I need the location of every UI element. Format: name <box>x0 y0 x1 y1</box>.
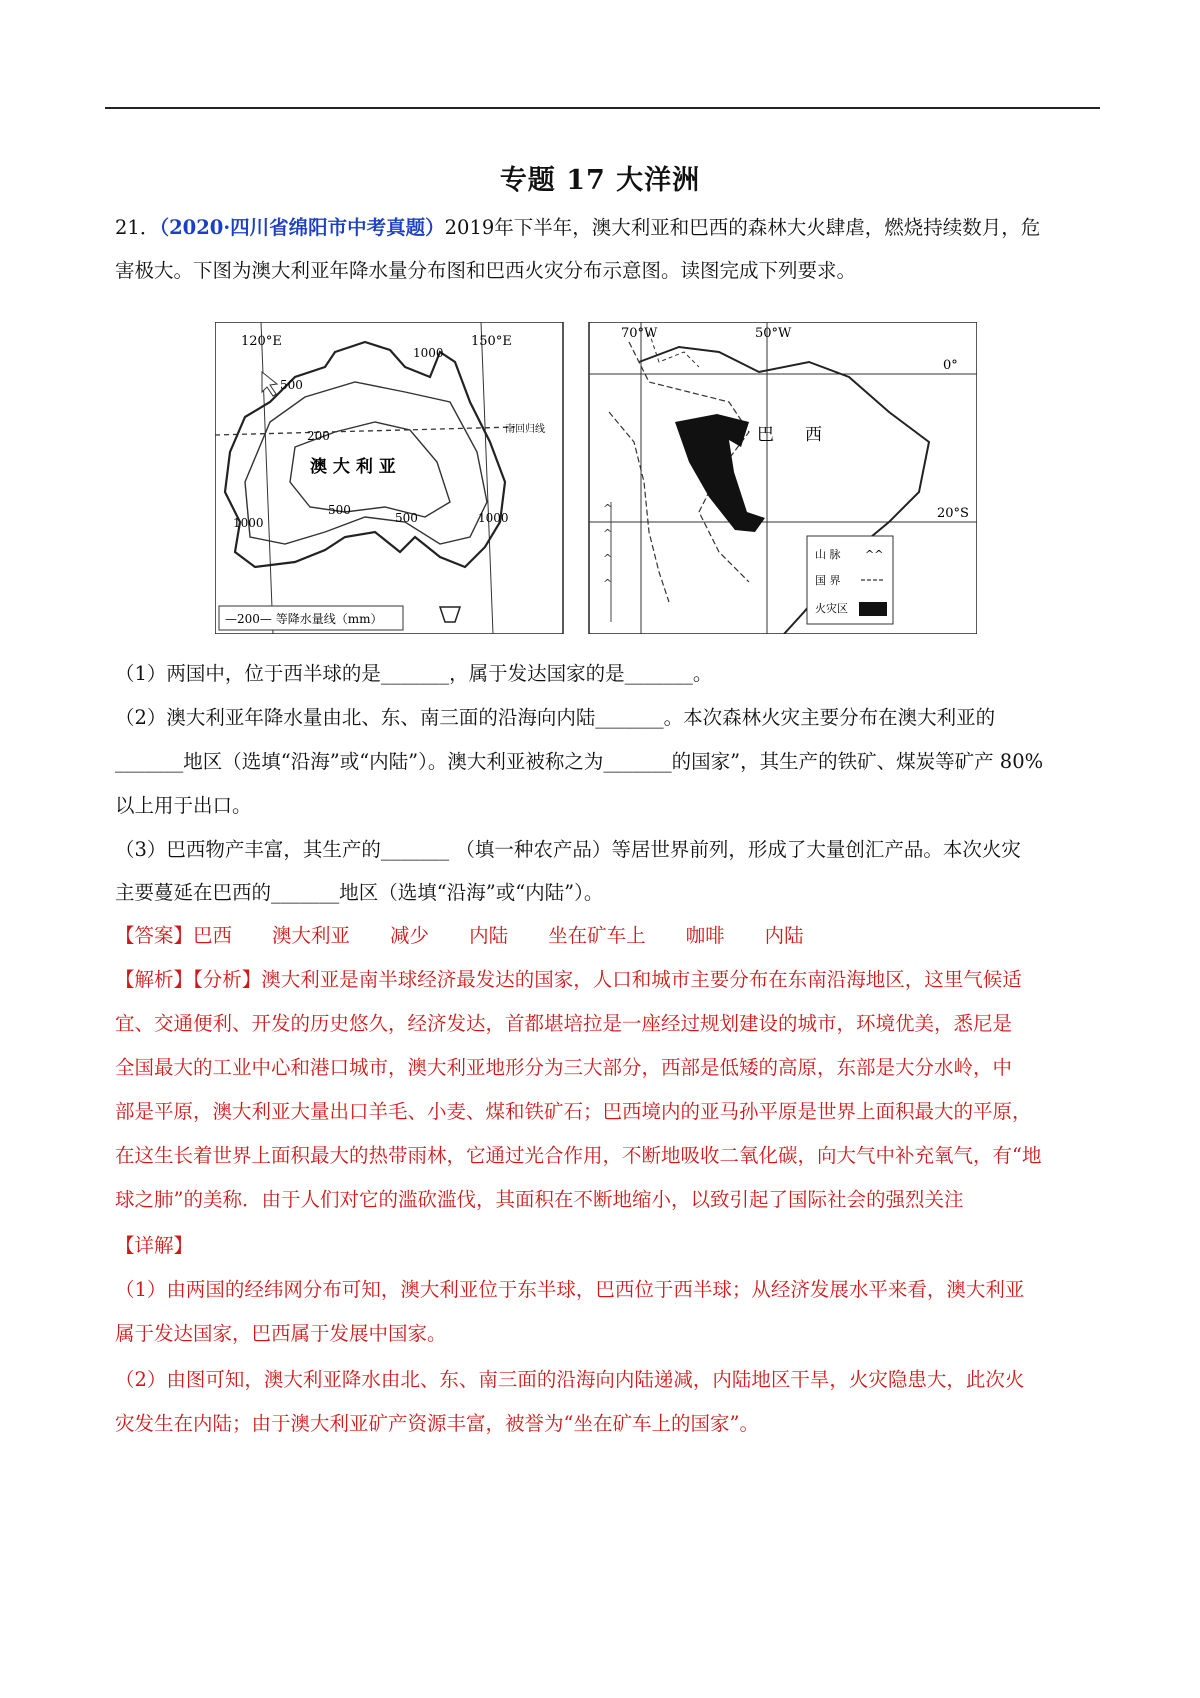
answer-line <box>115 922 844 950</box>
answer-item: 内陆 <box>764 924 804 947</box>
aus-iso-label: 1000 <box>413 346 444 360</box>
answer-item: 澳大利亚 <box>272 924 351 947</box>
bra-country-label-2: 西 <box>805 425 822 445</box>
maps-figure <box>215 322 977 634</box>
question-stem-line-1 <box>115 214 1040 242</box>
question-number: 21． <box>115 216 160 239</box>
aus-legend: —200— 等降水量线（mm） <box>225 612 383 626</box>
detail-2-line-1: （2）由图可知，澳大利亚降水由北、东、南三面的沿海向内陆递减，内陆地区干旱，火灾隐患大，此次火 <box>115 1368 1025 1391</box>
aus-iso-label: 500 <box>395 511 418 525</box>
detail-2-line-2: 灾发生在内陆；由于澳大利亚矿产资源丰富，被誉为“坐在矿车上的国家”。 <box>115 1412 759 1435</box>
analysis-line-2: 宜、交通便利、开发的历史悠久，经济发达，首都堪培拉是一座经过规划建设的城市，环境优美，悉尼是 <box>115 1012 1013 1035</box>
bra-lon-right: 50°W <box>755 326 792 341</box>
mountain-symbol: ^ <box>603 502 613 515</box>
analysis-line-4: 部是平原，澳大利亚大量出口羊毛、小麦、煤和铁矿石；巴西境内的亚马孙平原是世界上面积最大的平原， <box>115 1100 1032 1123</box>
page-title: 专题 17 大洋洲 <box>499 165 701 196</box>
analysis-line-3: 全国最大的工业中心和港口城市，澳大利亚地形分为三大部分，西部是低矮的高原，东部是大分水岭，中 <box>115 1056 1013 1079</box>
analysis-line-5: 在这生长着世界上面积最大的热带雨林，它通过光合作用，不断地吸收二氧化碳，向大气中补充氧气，有“地 <box>115 1144 1042 1167</box>
question-source: （2020·四川省绵阳市中考真题） <box>159 216 445 239</box>
detail-label: 【详解】 <box>115 1234 194 1257</box>
mountain-symbol: ^ <box>603 577 613 590</box>
maps-svg <box>215 322 977 634</box>
fire-legend-swatch <box>859 602 887 616</box>
subquestion-2-line-2: _______地区（选填“沿海”或“内陆”）。澳大利亚被称之为_______的国家”，其生产的铁矿、煤炭等矿产 80% <box>115 750 1044 773</box>
answer-item: 减少 <box>390 924 430 947</box>
bra-lon-left: 70°W <box>621 326 658 341</box>
bra-legend-fire: 火灾区 <box>815 602 848 615</box>
aus-lon-right: 150°E <box>471 334 512 349</box>
subquestion-3-line-1: （3）巴西物产丰富，其生产的_______ （填一种农产品）等居世界前列，形成了大量创汇产品。本次火灾 <box>115 838 1021 861</box>
bra-legend-mountain: 山 脉 <box>815 548 841 561</box>
bra-country-label-1: 巴 <box>757 425 774 445</box>
brazil-map <box>589 322 977 634</box>
answer-item: 巴西 <box>193 924 233 947</box>
aus-iso-label: 1000 <box>478 511 509 525</box>
header-rule <box>105 107 1100 109</box>
answer-item: 内陆 <box>469 924 509 947</box>
mountain-symbol: ^ <box>603 552 613 565</box>
subquestion-2-line-1: （2）澳大利亚年降水量由北、东、南三面的沿海向内陆_______。本次森林火灾主要分布在澳大利亚的 <box>115 706 996 729</box>
aus-iso-label: 200 <box>307 429 330 443</box>
subquestion-2-line-3: 以上用于出口。 <box>115 794 252 817</box>
answer-item: 咖啡 <box>685 924 725 947</box>
analysis-line-1: 【解析】【分析】澳大利亚是南半球经济最发达的国家，人口和城市主要分布在东南沿海地区，这里气候适 <box>115 968 1022 991</box>
subquestion-3-line-2: 主要蔓延在巴西的_______地区（选填“沿海”或“内陆”）。 <box>115 881 604 904</box>
analysis-line-6: 球之肺”的美称．由于人们对它的滥砍滥伐，其面积在不断地缩小，以致引起了国际社会的强烈关注 <box>115 1188 964 1211</box>
mountain-symbol: ^ <box>603 527 613 540</box>
australia-map <box>215 322 563 634</box>
aus-iso-label: 500 <box>280 378 303 392</box>
aus-tropic-label: 南回归线 <box>505 424 545 435</box>
subquestion-1: （1）两国中，位于西半球的是_______，属于发达国家的是_______。 <box>115 662 713 685</box>
answer-label: 【答案】 <box>115 924 194 947</box>
aus-iso-label: 500 <box>328 503 351 517</box>
detail-1-line-2: 属于发达国家，巴西属于发展中国家。 <box>115 1322 447 1345</box>
question-stem-text: 2019年下半年，澳大利亚和巴西的森林大火肆虐，燃烧持续数月，危 <box>444 216 1041 239</box>
mountain-icon: ^^ <box>865 548 884 561</box>
bra-legend-border: 国 界 <box>815 574 841 587</box>
bra-lat-equator: 0° <box>943 358 958 373</box>
detail-1-line-1: （1）由两国的经纬网分布可知，澳大利亚位于东半球，巴西位于西半球；从经济发展水平来看，澳大利亚 <box>115 1278 1025 1301</box>
question-stem-line-2: 害极大。下图为澳大利亚年降水量分布图和巴西火灾分布示意图。读图完成下列要求。 <box>115 259 857 282</box>
aus-lon-left: 120°E <box>241 334 282 349</box>
aus-country-label: 澳 大 利 亚 <box>310 457 396 477</box>
answer-item: 坐在矿车上 <box>548 924 646 947</box>
bra-lat-south: 20°S <box>937 506 969 521</box>
aus-iso-label: 1000 <box>233 516 264 530</box>
